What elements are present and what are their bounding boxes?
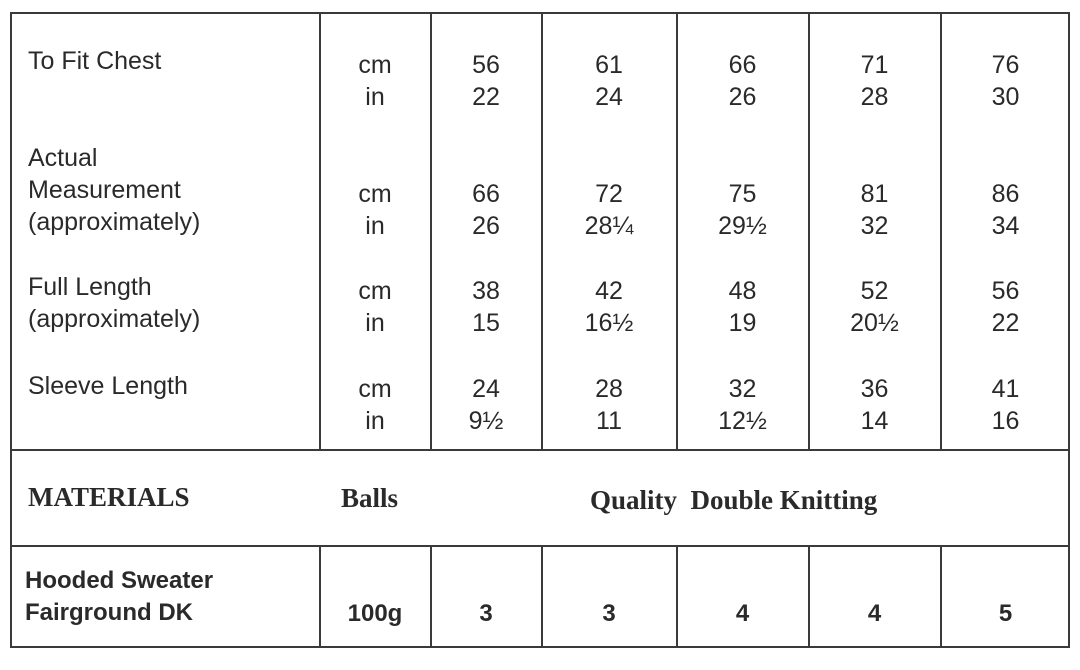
value-cell: 24 9½ (468, 375, 504, 435)
column-divider (430, 545, 432, 648)
unit-in: in (365, 83, 385, 111)
value-cell: 71 28 (860, 51, 889, 111)
value-cell: 56 22 (991, 277, 1020, 337)
value-cell: 86 34 (991, 180, 1020, 240)
unit-cm: cm (358, 180, 392, 208)
column-divider (319, 545, 321, 648)
value-cell: 75 29½ (718, 180, 767, 240)
value-cell: 56 22 (472, 51, 500, 111)
value-cell: 76 30 (991, 51, 1020, 111)
value-cell: 81 32 (860, 180, 889, 240)
value-cell: 38 15 (472, 277, 500, 337)
column-divider (808, 545, 810, 648)
column-divider (940, 545, 942, 648)
section-divider (10, 545, 1070, 547)
value-cell: 72 28¼ (584, 180, 634, 240)
section-divider (10, 449, 1070, 451)
value-cell: 41 16 (991, 375, 1020, 435)
row-label-to-fit-chest: To Fit Chest (28, 47, 162, 75)
ball-count: 5 (998, 600, 1013, 627)
row-label-sleeve-length: Sleeve Length (28, 372, 188, 400)
quality-heading: Quality Double Knitting (590, 485, 878, 515)
value-cell: 28 11 (595, 375, 623, 435)
ball-count: 4 (735, 600, 750, 627)
materials-heading: MATERIALS (28, 482, 190, 512)
ball-count: 3 (479, 600, 493, 627)
garment-label: Hooded Sweater Fairground DK (25, 567, 214, 626)
balls-heading: Balls (341, 483, 399, 513)
value-cell: 52 20½ (850, 277, 899, 337)
unit-cm: cm (358, 375, 392, 403)
ball-weight: 100g (347, 600, 403, 627)
unit-in: in (365, 407, 385, 435)
value-cell: 66 26 (728, 51, 757, 111)
value-cell: 32 12½ (718, 375, 767, 435)
value-cell: 42 16½ (584, 277, 634, 337)
value-cell: 66 26 (472, 180, 500, 240)
ball-count: 4 (867, 600, 882, 627)
value-cell: 48 19 (728, 277, 757, 337)
row-label-full-length: Full Length (approximately) (28, 273, 201, 333)
ball-count: 3 (602, 600, 616, 627)
unit-cm: cm (358, 51, 392, 79)
unit-in: in (365, 309, 385, 337)
unit-in: in (365, 212, 385, 240)
row-label-actual-measurement: Actual Measurement (approximately) (28, 144, 201, 236)
column-divider (676, 545, 678, 648)
unit-cm: cm (358, 277, 392, 305)
value-cell: 36 14 (860, 375, 889, 435)
value-cell: 61 24 (595, 51, 623, 111)
column-divider (541, 545, 543, 648)
